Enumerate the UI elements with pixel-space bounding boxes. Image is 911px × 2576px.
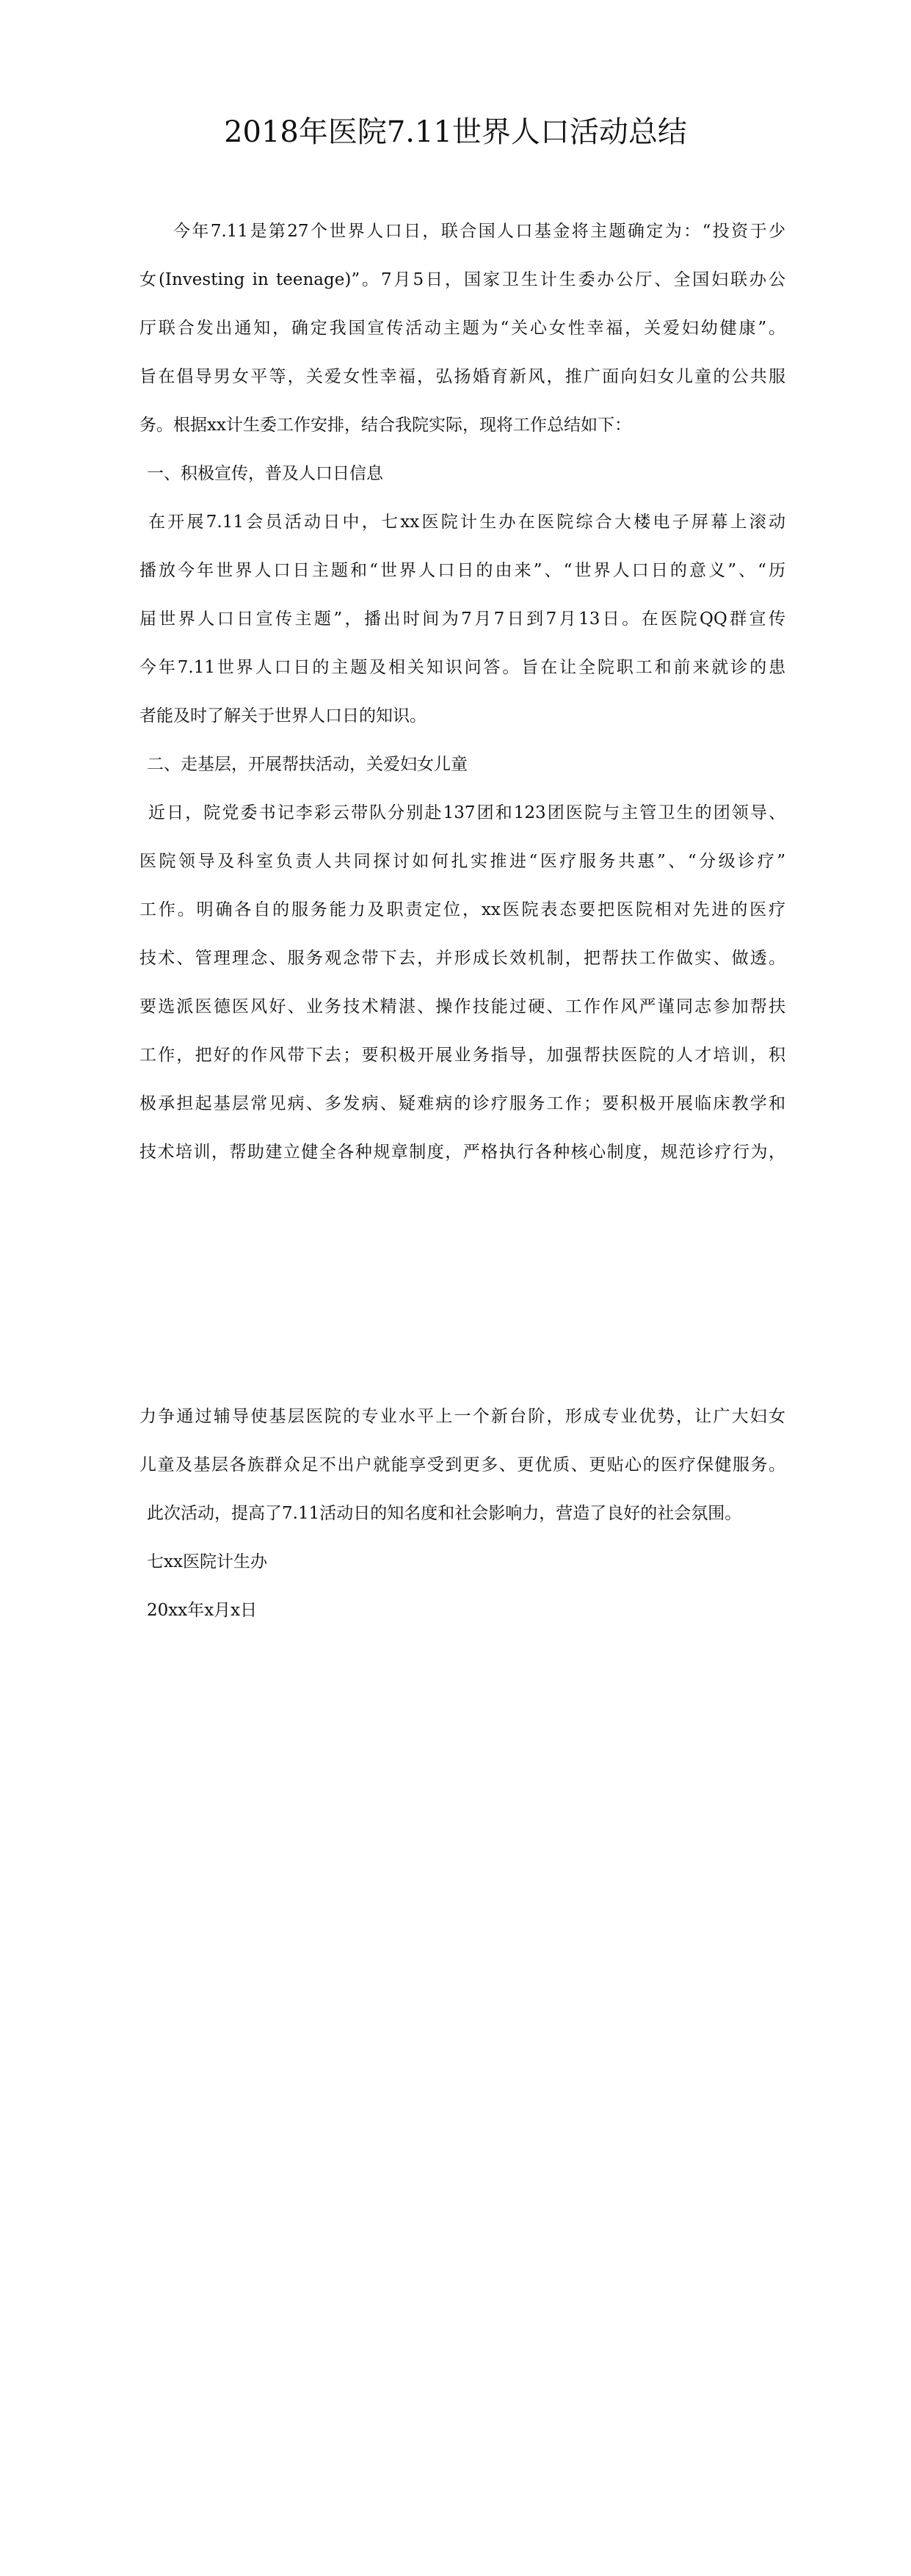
section-1-heading [147, 449, 793, 498]
section-1-line: 者能及时了解关于世界人口日的知识。 [139, 706, 427, 726]
section-1-line: 届世界人口日宣传主题”，播出时间为7月7日到7月13日。在医院QQ群宣传 [139, 609, 785, 629]
section-2-paragraph [139, 789, 785, 1176]
section-2-line: 技术培训，帮助建立健全各种规章制度，严格执行各种核心制度，规范诊疗行为， [139, 1143, 785, 1162]
section-2-line: 技术、管理理念、服务观念带下去，并形成长效机制，把帮扶工作做实、做透。 [139, 949, 785, 968]
section-1-line: 在开展7.11会员活动日中，七xx医院计生办在医院综合大楼电子屏幕上滚动 [148, 513, 785, 532]
section-2-line: 工作，把好的作风带下去；要积极开展业务指导，加强帮扶医院的人才培训，积 [139, 1046, 785, 1065]
intro-line: 今年7.11是第27个世界人口日，联合国人口基金将主题确定为：“投资于少 [173, 222, 785, 241]
intro-line: 女(Investing in teenage)”。7月5日，国家卫生计生委办公厅、全国妇联办公 [139, 270, 785, 289]
continuation-line: 力争通过辅导使基层医院的专业水平上一个新台阶，形成专业优势，让广大妇女 [139, 1407, 785, 1426]
date-block [147, 1586, 793, 1635]
intro-paragraph [139, 207, 785, 449]
continuation-line: 儿童及基层各族群众足不出户就能享受到更多、更优质、更贴心的医疗保健服务。 [139, 1455, 785, 1475]
intro-line: 务。根据xx计生委工作安排，结合我院实际，现将工作总结如下： [139, 416, 631, 435]
signature-block [147, 1538, 793, 1586]
section-2-heading [147, 740, 793, 789]
section-2-line: 医院领导及科室负责人共同探讨如何扎实推进“医疗服务共惠”、“分级诊疗” [139, 852, 785, 871]
section-2-line: 要选派医德医风好、业务技术精湛、操作技能过硬、工作作风严谨同志参加帮扶 [139, 997, 785, 1016]
closing-paragraph [147, 1489, 793, 1538]
section-1-line: 播放今年世界人口日主题和“世界人口日的由来”、“世界人口日的意义”、“历 [139, 561, 785, 580]
section-2-line: 极承担起基层常见病、多发病、疑难病的诊疗服务工作；要积极开展临床教学和 [139, 1094, 785, 1113]
intro-line: 旨在倡导男女平等，关爱女性幸福，弘扬婚育新风，推广面向妇女儿童的公共服 [139, 367, 785, 386]
section-2-continuation [139, 1392, 785, 1489]
signature: 七xx医院计生办 [147, 1552, 267, 1571]
intro-line: 厅联合发出通知，确定我国宣传活动主题为“关心女性幸福，关爱妇幼健康”。 [139, 319, 785, 338]
document-title: 2018年医院7.11世界人口活动总结 [224, 115, 687, 149]
section-2-line: 近日，院党委书记李彩云带队分别赴137团和123团医院与主管卫生的团领导、 [148, 803, 785, 822]
section-1-heading-text: 一、积极宣传，普及人口日信息 [147, 464, 383, 483]
section-1-paragraph [139, 498, 785, 740]
date: 20xx年x月x日 [147, 1601, 258, 1620]
section-1-line: 今年7.11世界人口日的主题及相关知识问答。旨在让全院职工和前来就诊的患 [139, 658, 785, 677]
section-2-heading-text: 二、走基层，开展帮扶活动，关爱妇女儿童 [147, 755, 468, 774]
closing-line: 此次活动，提高了7.11活动日的知名度和社会影响力，营造了良好的社会氛围。 [147, 1504, 742, 1523]
section-2-line: 工作。明确各自的服务能力及职责定位，xx医院表态要把医院相对先进的医疗 [139, 900, 785, 919]
